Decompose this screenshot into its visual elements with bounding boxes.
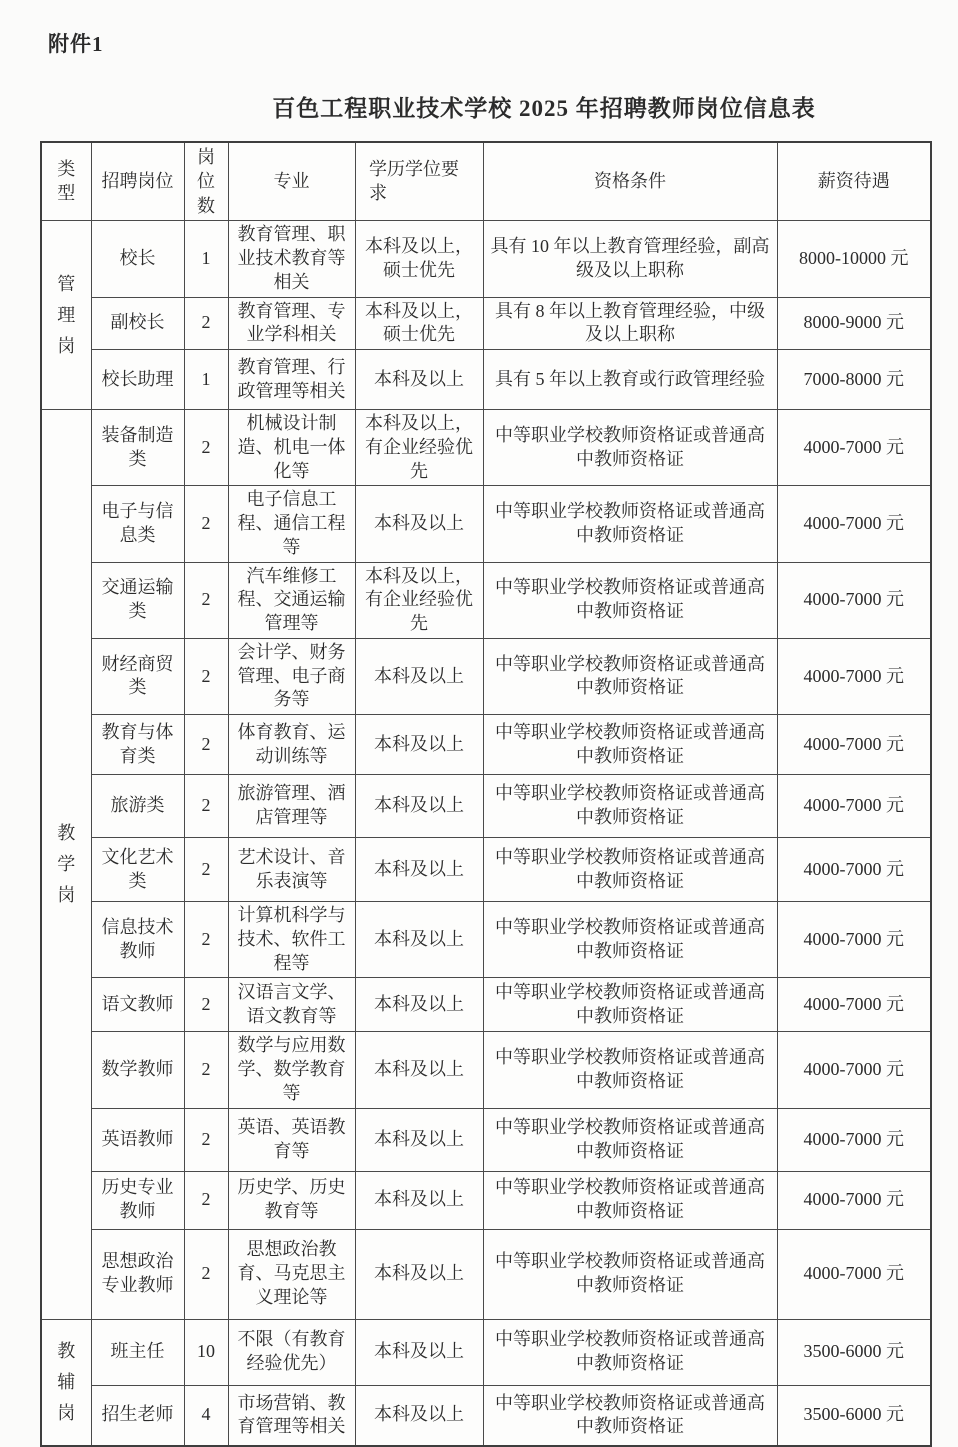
qualification-cell: 中等职业学校教师资格证或普通高中教师资格证	[483, 838, 777, 902]
qualification-cell: 中等职业学校教师资格证或普通高中教师资格证	[483, 1108, 777, 1171]
column-header-qualification: 资格条件	[483, 142, 777, 221]
table-row	[41, 1108, 931, 1171]
table-row	[41, 1229, 931, 1319]
position-cell: 招生老师	[91, 1385, 184, 1446]
education-cell: 本科及以上	[355, 775, 483, 838]
table-row	[41, 638, 931, 714]
count-cell: 2	[184, 978, 228, 1032]
table-row	[41, 410, 931, 486]
count-cell: 2	[184, 1032, 228, 1108]
qualification-cell: 中等职业学校教师资格证或普通高中教师资格证	[483, 1319, 777, 1385]
group-label-teaching	[41, 410, 91, 1320]
table-row	[41, 1385, 931, 1446]
table-row	[41, 838, 931, 902]
position-cell: 班主任	[91, 1319, 184, 1385]
table-row	[41, 775, 931, 838]
salary-cell: 4000-7000 元	[777, 978, 931, 1032]
education-cell: 本科及以上	[355, 838, 483, 902]
qualification-cell: 具有 5 年以上教育或行政管理经验	[483, 350, 777, 410]
table-row	[41, 978, 931, 1032]
salary-cell: 4000-7000 元	[777, 638, 931, 714]
table-row	[41, 902, 931, 978]
table-row	[41, 221, 931, 297]
count-cell: 2	[184, 638, 228, 714]
qualification-cell: 具有 10 年以上教育管理经验，副高级及以上职称	[483, 221, 777, 297]
major-cell: 电子信息工程、通信工程等	[228, 486, 355, 562]
position-cell: 旅游类	[91, 775, 184, 838]
qualification-cell: 中等职业学校教师资格证或普通高中教师资格证	[483, 902, 777, 978]
education-cell: 本科及以上	[355, 715, 483, 775]
education-cell: 本科及以上	[355, 1229, 483, 1319]
position-cell: 数学教师	[91, 1032, 184, 1108]
count-cell: 1	[184, 221, 228, 297]
position-cell: 信息技术教师	[91, 902, 184, 978]
column-header-position: 招聘岗位	[91, 142, 184, 221]
salary-cell: 4000-7000 元	[777, 775, 931, 838]
salary-cell: 4000-7000 元	[777, 1171, 931, 1229]
qualification-cell: 中等职业学校教师资格证或普通高中教师资格证	[483, 715, 777, 775]
qualification-cell: 中等职业学校教师资格证或普通高中教师资格证	[483, 978, 777, 1032]
major-cell: 旅游管理、酒店管理等	[228, 775, 355, 838]
position-cell: 副校长	[91, 297, 184, 350]
column-header-count	[184, 142, 228, 221]
count-cell: 2	[184, 486, 228, 562]
attachment-label: 附件1	[48, 32, 104, 56]
table-row	[41, 1319, 931, 1385]
count-cell: 2	[184, 775, 228, 838]
position-cell: 历史专业教师	[91, 1171, 184, 1229]
major-cell: 汽车维修工程、交通运输管理等	[228, 562, 355, 638]
major-cell: 英语、英语教育等	[228, 1108, 355, 1171]
position-cell: 装备制造类	[91, 410, 184, 486]
column-header-education-text: 学历学位要求	[369, 158, 459, 203]
education-cell: 本科及以上	[355, 1385, 483, 1446]
major-cell: 会计学、财务管理、电子商务等	[228, 638, 355, 714]
count-cell: 2	[184, 715, 228, 775]
salary-cell: 8000-10000 元	[777, 221, 931, 297]
qualification-cell: 中等职业学校教师资格证或普通高中教师资格证	[483, 562, 777, 638]
education-cell: 本科及以上	[355, 638, 483, 714]
table-row	[41, 715, 931, 775]
major-cell: 艺术设计、音乐表演等	[228, 838, 355, 902]
position-cell: 财经商贸类	[91, 638, 184, 714]
count-cell: 2	[184, 902, 228, 978]
page-title: 百色工程职业技术学校 2025 年招聘教师岗位信息表	[272, 96, 816, 121]
salary-cell: 4000-7000 元	[777, 715, 931, 775]
education-cell: 本科及以上	[355, 1032, 483, 1108]
position-cell: 语文教师	[91, 978, 184, 1032]
position-cell: 电子与信息类	[91, 486, 184, 562]
column-header-education	[355, 142, 483, 221]
education-cell: 本科及以上	[355, 1171, 483, 1229]
major-cell: 市场营销、教育管理等相关	[228, 1385, 355, 1446]
table-row	[41, 350, 931, 410]
count-cell: 2	[184, 410, 228, 486]
group-label-text: 教学岗	[57, 823, 76, 905]
group-label-management	[41, 221, 91, 410]
salary-cell: 4000-7000 元	[777, 410, 931, 486]
count-cell: 1	[184, 350, 228, 410]
education-cell: 本科及以上	[355, 902, 483, 978]
position-cell: 校长	[91, 221, 184, 297]
education-cell: 本科及以上，有企业经验优先	[355, 410, 483, 486]
position-cell: 思想政治专业教师	[91, 1229, 184, 1319]
education-cell: 本科及以上，硕士优先	[355, 221, 483, 297]
qualification-cell: 中等职业学校教师资格证或普通高中教师资格证	[483, 410, 777, 486]
major-cell: 计算机科学与技术、软件工程等	[228, 902, 355, 978]
salary-cell: 4000-7000 元	[777, 486, 931, 562]
qualification-cell: 中等职业学校教师资格证或普通高中教师资格证	[483, 638, 777, 714]
salary-cell: 7000-8000 元	[777, 350, 931, 410]
count-cell: 2	[184, 1108, 228, 1171]
salary-cell: 4000-7000 元	[777, 1032, 931, 1108]
education-cell: 本科及以上	[355, 1108, 483, 1171]
major-cell: 思想政治教育、马克思主义理论等	[228, 1229, 355, 1319]
qualification-cell: 中等职业学校教师资格证或普通高中教师资格证	[483, 1171, 777, 1229]
group-label-text: 管理岗	[57, 274, 76, 356]
qualification-cell: 中等职业学校教师资格证或普通高中教师资格证	[483, 1229, 777, 1319]
salary-cell: 3500-6000 元	[777, 1385, 931, 1446]
table-row	[41, 297, 931, 350]
salary-cell: 4000-7000 元	[777, 1108, 931, 1171]
major-cell: 机械设计制造、机电一体化等	[228, 410, 355, 486]
count-cell: 2	[184, 1229, 228, 1319]
education-cell: 本科及以上	[355, 350, 483, 410]
group-label-text: 教辅岗	[57, 1341, 76, 1423]
qualification-cell: 具有 8 年以上教育管理经验，中级及以上职称	[483, 297, 777, 350]
table-row	[41, 486, 931, 562]
education-cell: 本科及以上，硕士优先	[355, 297, 483, 350]
salary-cell: 4000-7000 元	[777, 562, 931, 638]
qualification-cell: 中等职业学校教师资格证或普通高中教师资格证	[483, 775, 777, 838]
education-cell: 本科及以上，有企业经验优先	[355, 562, 483, 638]
qualification-cell: 中等职业学校教师资格证或普通高中教师资格证	[483, 486, 777, 562]
major-cell: 体育教育、运动训练等	[228, 715, 355, 775]
count-cell: 2	[184, 562, 228, 638]
count-cell: 2	[184, 297, 228, 350]
major-cell: 汉语言文学、语文教育等	[228, 978, 355, 1032]
salary-cell: 8000-9000 元	[777, 297, 931, 350]
position-cell: 英语教师	[91, 1108, 184, 1171]
column-header-major: 专业	[228, 142, 355, 221]
column-header-type-text: 类型	[57, 159, 76, 204]
major-cell: 教育管理、行政管理等相关	[228, 350, 355, 410]
major-cell: 数学与应用数学、数学教育等	[228, 1032, 355, 1108]
column-header-count-text: 岗位数	[196, 147, 215, 216]
count-cell: 10	[184, 1319, 228, 1385]
education-cell: 本科及以上	[355, 1319, 483, 1385]
column-header-type	[41, 142, 91, 221]
position-cell: 文化艺术类	[91, 838, 184, 902]
major-cell: 历史学、历史教育等	[228, 1171, 355, 1229]
table-row	[41, 1032, 931, 1108]
count-cell: 2	[184, 1171, 228, 1229]
count-cell: 2	[184, 838, 228, 902]
recruitment-table	[40, 141, 932, 1447]
group-label-support	[41, 1319, 91, 1446]
position-cell: 交通运输类	[91, 562, 184, 638]
position-cell: 校长助理	[91, 350, 184, 410]
count-cell: 4	[184, 1385, 228, 1446]
major-cell: 不限（有教育经验优先）	[228, 1319, 355, 1385]
qualification-cell: 中等职业学校教师资格证或普通高中教师资格证	[483, 1385, 777, 1446]
major-cell: 教育管理、职业技术教育等相关	[228, 221, 355, 297]
table-row	[41, 1171, 931, 1229]
column-header-salary: 薪资待遇	[777, 142, 931, 221]
header-row	[41, 142, 931, 221]
position-cell: 教育与体育类	[91, 715, 184, 775]
salary-cell: 3500-6000 元	[777, 1319, 931, 1385]
education-cell: 本科及以上	[355, 978, 483, 1032]
salary-cell: 4000-7000 元	[777, 902, 931, 978]
qualification-cell: 中等职业学校教师资格证或普通高中教师资格证	[483, 1032, 777, 1108]
salary-cell: 4000-7000 元	[777, 1229, 931, 1319]
major-cell: 教育管理、专业学科相关	[228, 297, 355, 350]
table-row	[41, 562, 931, 638]
salary-cell: 4000-7000 元	[777, 838, 931, 902]
education-cell: 本科及以上	[355, 486, 483, 562]
